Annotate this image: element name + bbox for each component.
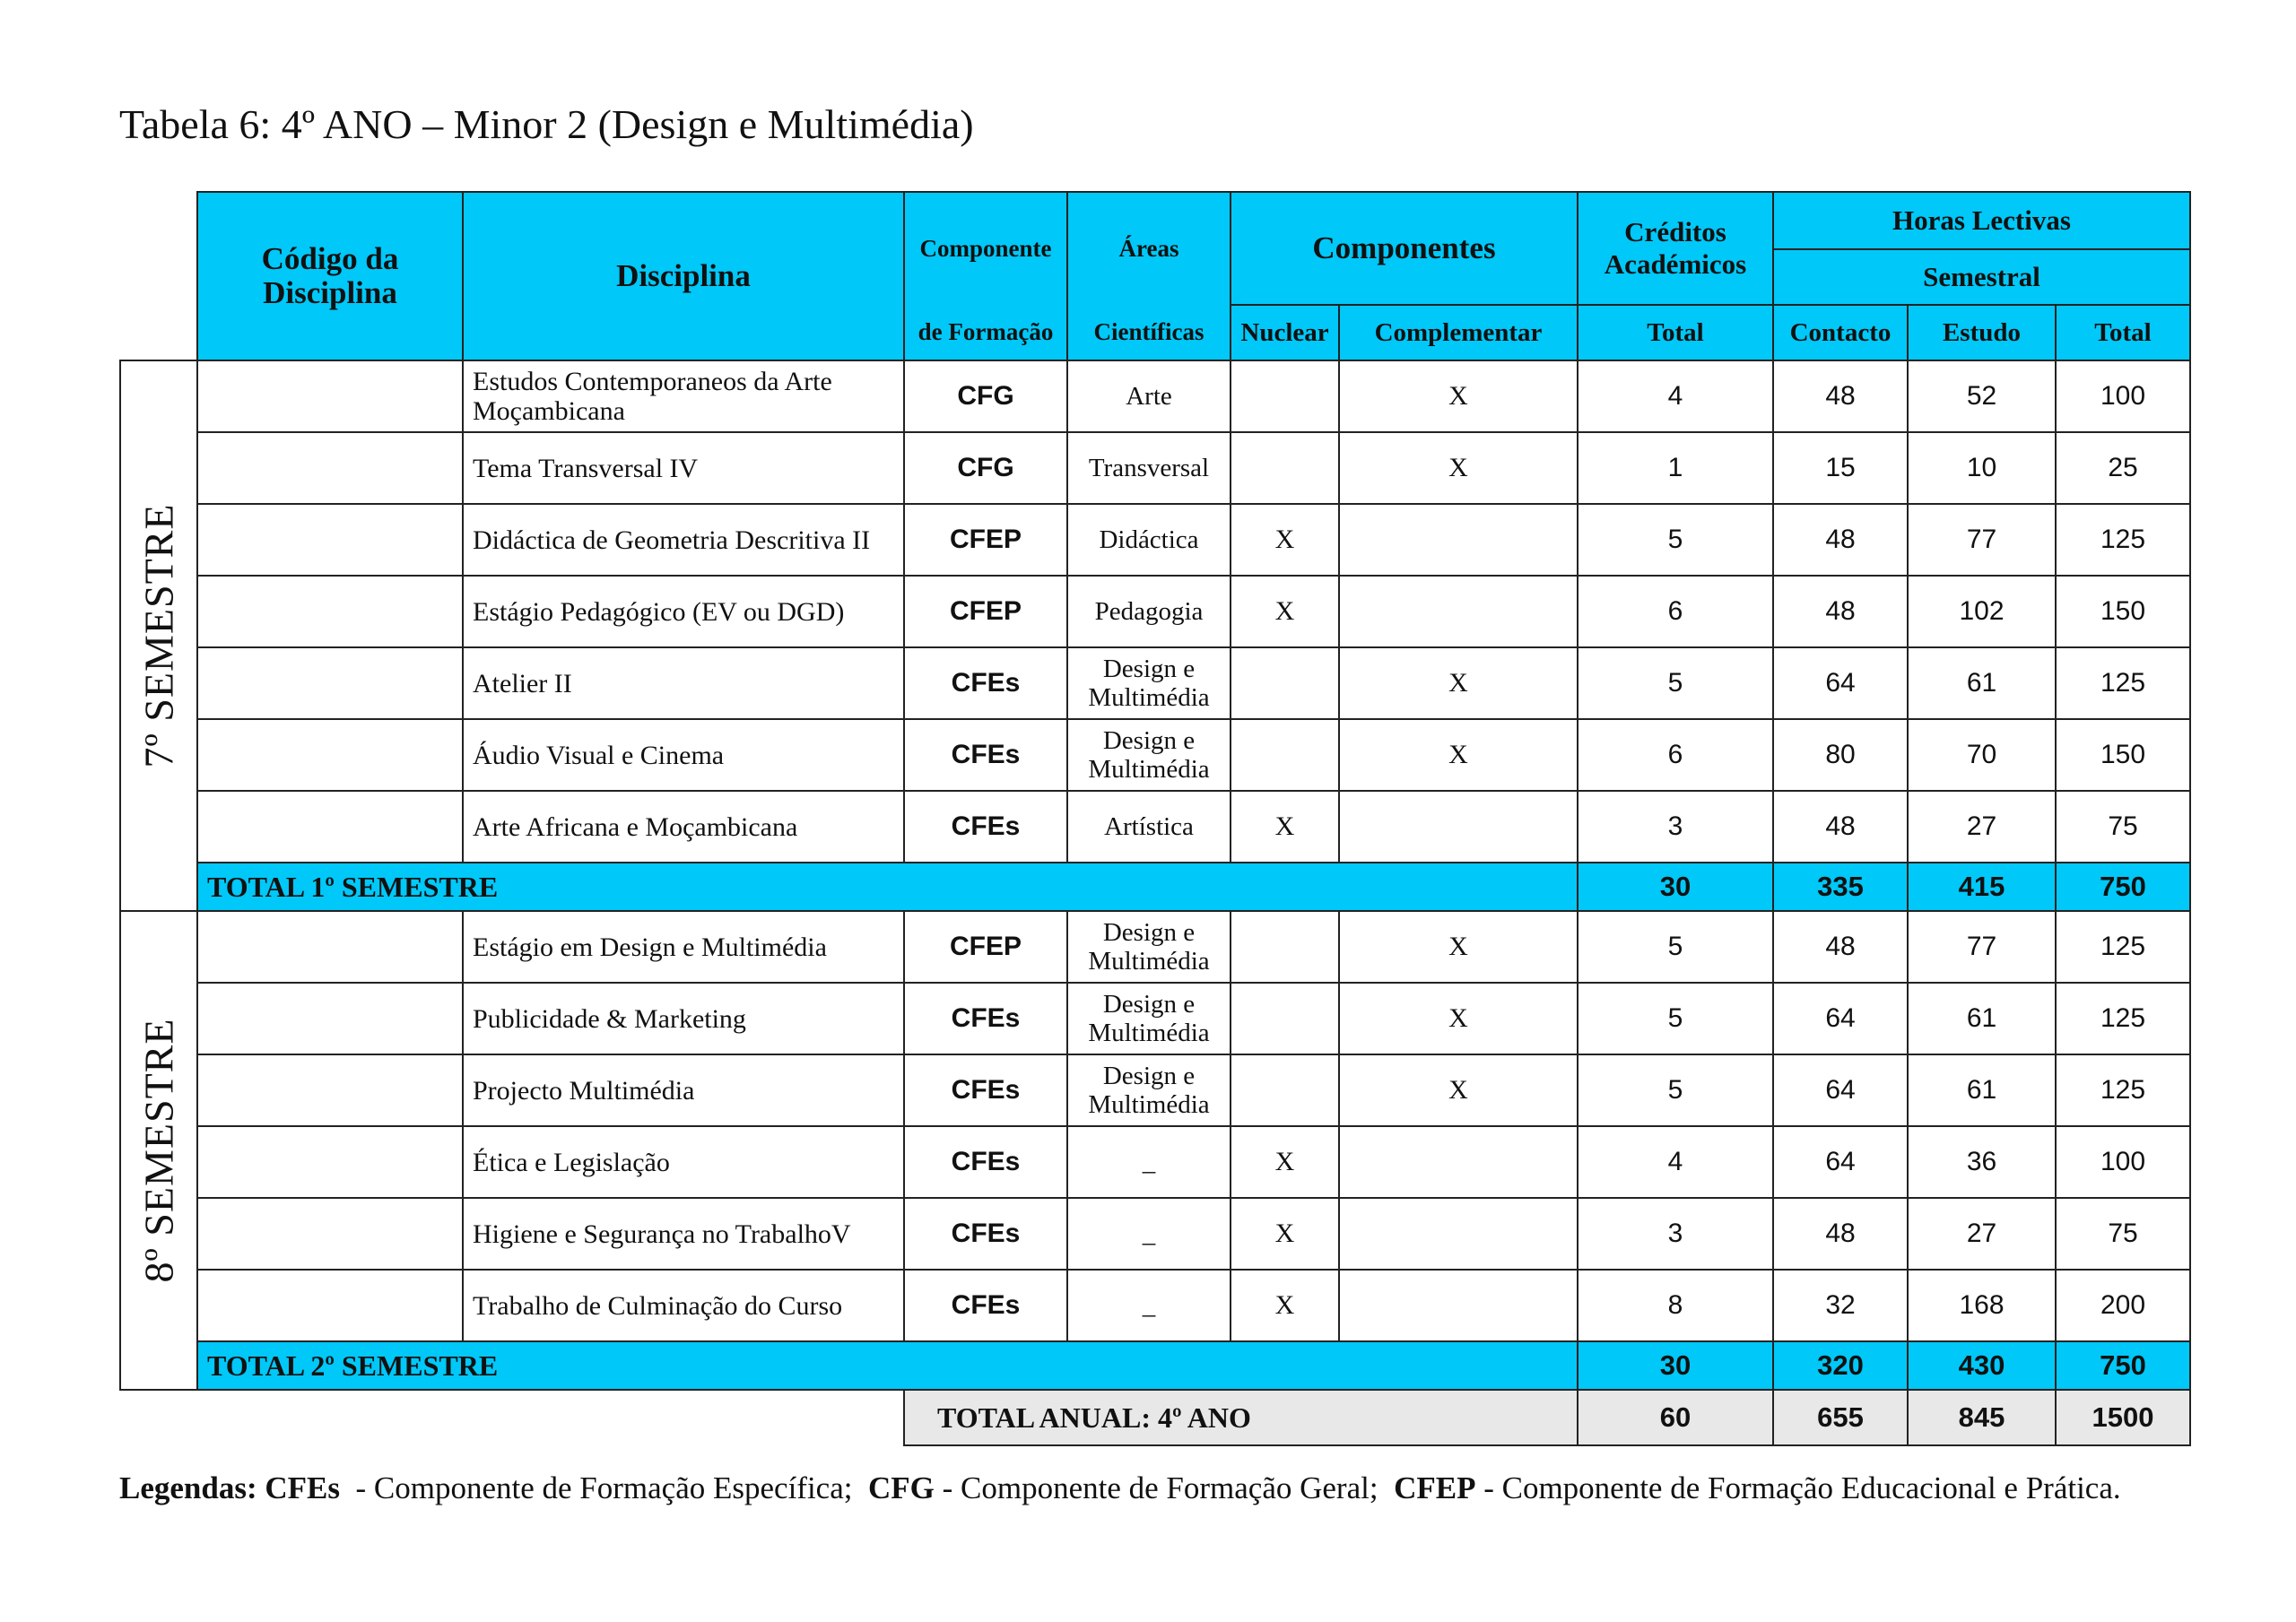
estudo-cell: 102 xyxy=(1908,576,2056,647)
disciplina-cell: Arte Africana e Moçambicana xyxy=(463,791,904,863)
nuclear-cell xyxy=(1231,432,1339,504)
area-cell: _ xyxy=(1067,1270,1231,1341)
total-cell: 125 xyxy=(2056,1054,2190,1126)
total-cell: 100 xyxy=(2056,1126,2190,1198)
total-cell: 125 xyxy=(2056,647,2190,719)
total-cell: 100 xyxy=(2056,360,2190,432)
complementar-cell: X xyxy=(1339,360,1578,432)
nuclear-cell: X xyxy=(1231,1270,1339,1341)
total-cell: 150 xyxy=(2056,719,2190,791)
semester-total-estudo: 430 xyxy=(1908,1341,2056,1390)
table-row xyxy=(120,1270,2190,1341)
table-title: Tabela 6: 4º ANO – Minor 2 (Design e Multimédia) xyxy=(119,101,974,147)
creditos-cell: 5 xyxy=(1578,983,1773,1054)
semester-total-label: TOTAL 2º SEMESTRE xyxy=(197,1341,1578,1390)
semester-total-estudo: 415 xyxy=(1908,863,2056,911)
total-cell: 25 xyxy=(2056,432,2190,504)
annual-spacer xyxy=(120,1390,904,1445)
contacto-cell: 48 xyxy=(1773,911,1908,983)
complementar-cell: X xyxy=(1339,647,1578,719)
componente-cell: CFEs xyxy=(904,983,1067,1054)
codigo-cell xyxy=(197,719,463,791)
complementar-cell xyxy=(1339,1270,1578,1341)
legend-desc: - Componente de Formação Educacional e Prática. xyxy=(1475,1470,2121,1505)
header-codigo: Código da Disciplina xyxy=(197,192,463,360)
semester-total-row xyxy=(120,863,2190,911)
codigo-cell xyxy=(197,983,463,1054)
codigo-cell xyxy=(197,504,463,576)
header-disciplina: Disciplina xyxy=(463,192,904,360)
complementar-cell xyxy=(1339,504,1578,576)
estudo-cell: 168 xyxy=(1908,1270,2056,1341)
nuclear-cell xyxy=(1231,647,1339,719)
legend xyxy=(119,1470,2121,1506)
creditos-cell: 3 xyxy=(1578,791,1773,863)
disciplina-cell: Didáctica de Geometria Descritiva II xyxy=(463,504,904,576)
complementar-cell xyxy=(1339,791,1578,863)
nuclear-cell: X xyxy=(1231,1126,1339,1198)
componente-cell: CFEs xyxy=(904,1126,1067,1198)
contacto-cell: 64 xyxy=(1773,1126,1908,1198)
componente-cell: CFEs xyxy=(904,647,1067,719)
table-row xyxy=(120,791,2190,863)
annual-total-row xyxy=(120,1390,2190,1445)
area-cell: Design e Multimédia xyxy=(1067,647,1231,719)
area-cell: Artística xyxy=(1067,791,1231,863)
estudo-cell: 27 xyxy=(1908,791,2056,863)
nuclear-cell xyxy=(1231,719,1339,791)
disciplina-cell: Projecto Multimédia xyxy=(463,1054,904,1126)
header-creditos-total: Total xyxy=(1578,305,1773,360)
header-componente-top: Componente xyxy=(904,192,1067,305)
header-horas: Horas Lectivas xyxy=(1773,192,2190,249)
header-complementar: Complementar xyxy=(1339,305,1578,360)
area-cell: Arte xyxy=(1067,360,1231,432)
table-row xyxy=(120,1054,2190,1126)
annual-total-total: 1500 xyxy=(2056,1390,2190,1445)
area-cell: Design e Multimédia xyxy=(1067,719,1231,791)
area-cell: Design e Multimédia xyxy=(1067,1054,1231,1126)
nuclear-cell xyxy=(1231,983,1339,1054)
legend-code: CFEs xyxy=(265,1470,340,1505)
curriculum-table xyxy=(119,191,2191,1446)
disciplina-cell: Tema Transversal IV xyxy=(463,432,904,504)
semester-label: 8º SEMESTRE xyxy=(135,1018,182,1283)
codigo-cell xyxy=(197,432,463,504)
estudo-cell: 61 xyxy=(1908,983,2056,1054)
annual-total-creditos: 60 xyxy=(1578,1390,1773,1445)
complementar-cell: X xyxy=(1339,719,1578,791)
codigo-cell xyxy=(197,647,463,719)
table-row xyxy=(120,1198,2190,1270)
estudo-cell: 77 xyxy=(1908,911,2056,983)
codigo-cell xyxy=(197,791,463,863)
complementar-cell: X xyxy=(1339,1054,1578,1126)
table-row xyxy=(120,360,2190,432)
semester-total-total: 750 xyxy=(2056,863,2190,911)
contacto-cell: 48 xyxy=(1773,504,1908,576)
header-estudo: Estudo xyxy=(1908,305,2056,360)
header-areas-top: Áreas xyxy=(1067,192,1231,305)
contacto-cell: 80 xyxy=(1773,719,1908,791)
componente-cell: CFEP xyxy=(904,911,1067,983)
contacto-cell: 32 xyxy=(1773,1270,1908,1341)
disciplina-cell: Atelier II xyxy=(463,647,904,719)
estudo-cell: 61 xyxy=(1908,1054,2056,1126)
legend-title: Legendas: xyxy=(119,1470,257,1505)
disciplina-cell: Estudos Contemporaneos da Arte Moçambicana xyxy=(463,360,904,432)
componente-cell: CFG xyxy=(904,432,1067,504)
semester-total-row xyxy=(120,1341,2190,1390)
contacto-cell: 48 xyxy=(1773,360,1908,432)
componente-cell: CFEs xyxy=(904,1198,1067,1270)
contacto-cell: 48 xyxy=(1773,1198,1908,1270)
contacto-cell: 48 xyxy=(1773,576,1908,647)
header-componentes: Componentes xyxy=(1231,192,1578,305)
creditos-cell: 5 xyxy=(1578,1054,1773,1126)
creditos-cell: 4 xyxy=(1578,1126,1773,1198)
total-cell: 75 xyxy=(2056,1198,2190,1270)
codigo-cell xyxy=(197,576,463,647)
componente-cell: CFEs xyxy=(904,791,1067,863)
creditos-cell: 1 xyxy=(1578,432,1773,504)
nuclear-cell xyxy=(1231,911,1339,983)
table-row xyxy=(120,983,2190,1054)
creditos-cell: 4 xyxy=(1578,360,1773,432)
legend-code: CFG xyxy=(867,1470,935,1505)
annual-total-contacto: 655 xyxy=(1773,1390,1908,1445)
header-componente-bottom: de Formação xyxy=(904,305,1067,360)
disciplina-cell: Higiene e Segurança no TrabalhoV xyxy=(463,1198,904,1270)
estudo-cell: 61 xyxy=(1908,647,2056,719)
table-row xyxy=(120,432,2190,504)
estudo-cell: 36 xyxy=(1908,1126,2056,1198)
complementar-cell: X xyxy=(1339,911,1578,983)
header-nuclear: Nuclear xyxy=(1231,305,1339,360)
codigo-cell xyxy=(197,1198,463,1270)
creditos-cell: 5 xyxy=(1578,647,1773,719)
semester-label: 7º SEMESTRE xyxy=(135,503,182,768)
area-cell: Didáctica xyxy=(1067,504,1231,576)
contacto-cell: 64 xyxy=(1773,647,1908,719)
complementar-cell: X xyxy=(1339,432,1578,504)
estudo-cell: 27 xyxy=(1908,1198,2056,1270)
semester-total-contacto: 320 xyxy=(1773,1341,1908,1390)
estudo-cell: 70 xyxy=(1908,719,2056,791)
componente-cell: CFG xyxy=(904,360,1067,432)
semester-label-cell xyxy=(120,360,197,911)
legend-desc: - Componente de Formação Específica; xyxy=(347,1470,853,1505)
header-semestral: Semestral xyxy=(1773,249,2190,305)
creditos-cell: 6 xyxy=(1578,576,1773,647)
area-cell: _ xyxy=(1067,1126,1231,1198)
codigo-cell xyxy=(197,911,463,983)
header-areas-bottom: Científicas xyxy=(1067,305,1231,360)
codigo-cell xyxy=(197,1054,463,1126)
annual-total-label: TOTAL ANUAL: 4º ANO xyxy=(904,1390,1578,1445)
disciplina-cell: Publicidade & Marketing xyxy=(463,983,904,1054)
area-cell: Design e Multimédia xyxy=(1067,983,1231,1054)
creditos-cell: 8 xyxy=(1578,1270,1773,1341)
area-cell: Pedagogia xyxy=(1067,576,1231,647)
semester-total-total: 750 xyxy=(2056,1341,2190,1390)
disciplina-cell: Trabalho de Culminação do Curso xyxy=(463,1270,904,1341)
total-cell: 200 xyxy=(2056,1270,2190,1341)
header-total: Total xyxy=(2056,305,2190,360)
componente-cell: CFEs xyxy=(904,719,1067,791)
creditos-cell: 3 xyxy=(1578,1198,1773,1270)
area-cell: Transversal xyxy=(1067,432,1231,504)
nuclear-cell: X xyxy=(1231,504,1339,576)
semester-total-label: TOTAL 1º SEMESTRE xyxy=(197,863,1578,911)
semester-total-creditos: 30 xyxy=(1578,1341,1773,1390)
codigo-cell xyxy=(197,1270,463,1341)
legend-desc: - Componente de Formação Geral; xyxy=(934,1470,1378,1505)
componente-cell: CFEs xyxy=(904,1054,1067,1126)
contacto-cell: 48 xyxy=(1773,791,1908,863)
codigo-cell xyxy=(197,360,463,432)
creditos-cell: 5 xyxy=(1578,504,1773,576)
total-cell: 125 xyxy=(2056,911,2190,983)
area-cell: _ xyxy=(1067,1198,1231,1270)
estudo-cell: 10 xyxy=(1908,432,2056,504)
total-cell: 150 xyxy=(2056,576,2190,647)
contacto-cell: 15 xyxy=(1773,432,1908,504)
complementar-cell xyxy=(1339,1126,1578,1198)
disciplina-cell: Áudio Visual e Cinema xyxy=(463,719,904,791)
complementar-cell: X xyxy=(1339,983,1578,1054)
componente-cell: CFEP xyxy=(904,504,1067,576)
nuclear-cell: X xyxy=(1231,576,1339,647)
total-cell: 125 xyxy=(2056,504,2190,576)
componente-cell: CFEP xyxy=(904,576,1067,647)
table-row xyxy=(120,504,2190,576)
semester-total-creditos: 30 xyxy=(1578,863,1773,911)
nuclear-cell xyxy=(1231,360,1339,432)
total-cell: 75 xyxy=(2056,791,2190,863)
disciplina-cell: Estágio em Design e Multimédia xyxy=(463,911,904,983)
table-row xyxy=(120,647,2190,719)
header-contacto: Contacto xyxy=(1773,305,1908,360)
area-cell: Design e Multimédia xyxy=(1067,911,1231,983)
complementar-cell xyxy=(1339,576,1578,647)
annual-total-estudo: 845 xyxy=(1908,1390,2056,1445)
table-row xyxy=(120,719,2190,791)
total-cell: 125 xyxy=(2056,983,2190,1054)
estudo-cell: 52 xyxy=(1908,360,2056,432)
nuclear-cell: X xyxy=(1231,1198,1339,1270)
codigo-cell xyxy=(197,1126,463,1198)
estudo-cell: 77 xyxy=(1908,504,2056,576)
creditos-cell: 6 xyxy=(1578,719,1773,791)
complementar-cell xyxy=(1339,1198,1578,1270)
semester-total-contacto: 335 xyxy=(1773,863,1908,911)
semester-label-cell xyxy=(120,911,197,1390)
nuclear-cell: X xyxy=(1231,791,1339,863)
componente-cell: CFEs xyxy=(904,1270,1067,1341)
header-creditos: Créditos Académicos xyxy=(1578,192,1773,305)
disciplina-cell: Estágio Pedagógico (EV ou DGD) xyxy=(463,576,904,647)
table-row xyxy=(120,576,2190,647)
disciplina-cell: Ética e Legislação xyxy=(463,1126,904,1198)
corner-spacer xyxy=(120,192,197,360)
nuclear-cell xyxy=(1231,1054,1339,1126)
contacto-cell: 64 xyxy=(1773,983,1908,1054)
table-row xyxy=(120,911,2190,983)
creditos-cell: 5 xyxy=(1578,911,1773,983)
table-row xyxy=(120,1126,2190,1198)
legend-code: CFEP xyxy=(1394,1470,1476,1505)
contacto-cell: 64 xyxy=(1773,1054,1908,1126)
